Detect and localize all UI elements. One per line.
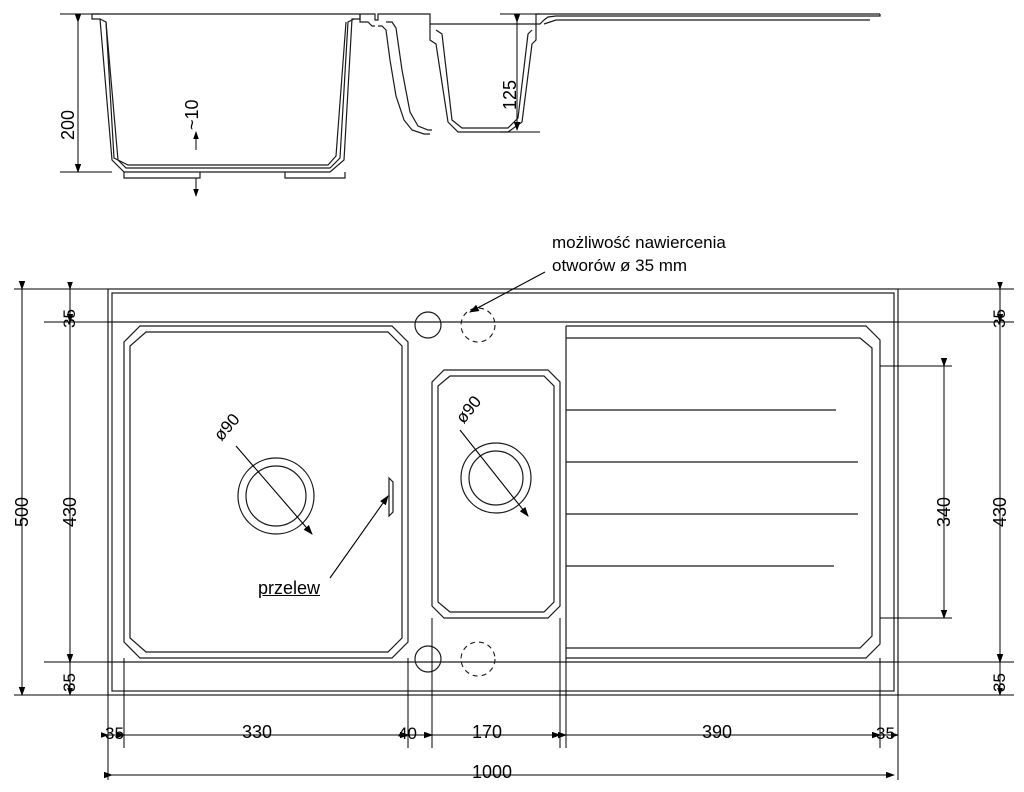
dim-top-margin-left: 35 bbox=[60, 309, 79, 328]
dim-left-edge-margin: 35 bbox=[105, 724, 124, 743]
optional-hole-indicators bbox=[461, 308, 495, 676]
dim-bowl-depth-right: 430 bbox=[990, 496, 1010, 527]
dim-left-bowl-width: 330 bbox=[242, 722, 273, 742]
dim-drainer-inner-depth: 340 bbox=[934, 496, 954, 527]
dim-depth-right-bowl: 125 bbox=[500, 79, 520, 110]
plan-dimension-lines bbox=[14, 289, 1014, 780]
dim-drainer-width: 390 bbox=[702, 722, 733, 742]
dim-right-bowl-width: 170 bbox=[472, 722, 503, 742]
overflow-label: przelew bbox=[258, 578, 321, 598]
section-view-group bbox=[92, 14, 880, 178]
drain-diameter-right-label: ø90 bbox=[452, 392, 486, 427]
annotation-leaders bbox=[236, 272, 545, 578]
dim-bottom-margin-right: 35 bbox=[990, 673, 1009, 692]
dim-overall-width: 1000 bbox=[472, 762, 513, 782]
dim-depth-left-bowl: 200 bbox=[58, 109, 78, 140]
dim-overall-depth: 500 bbox=[12, 496, 32, 527]
drain-diameter-left-label: ø90 bbox=[210, 409, 244, 445]
drill-note-line-2: otworów ø 35 mm bbox=[552, 256, 688, 275]
dim-right-edge-margin: 35 bbox=[876, 724, 895, 743]
dim-bowl-gap: 40 bbox=[398, 724, 417, 743]
plan-view-group bbox=[108, 289, 898, 695]
dim-material-thickness: ~10 bbox=[182, 99, 202, 130]
section-dimension-lines bbox=[60, 14, 540, 196]
dim-bowl-depth-left: 430 bbox=[60, 496, 80, 527]
dim-top-margin-right: 35 bbox=[990, 309, 1009, 328]
dim-bottom-margin-left: 35 bbox=[60, 673, 79, 692]
drill-note-line-1: możliwość nawiercenia bbox=[552, 233, 726, 252]
